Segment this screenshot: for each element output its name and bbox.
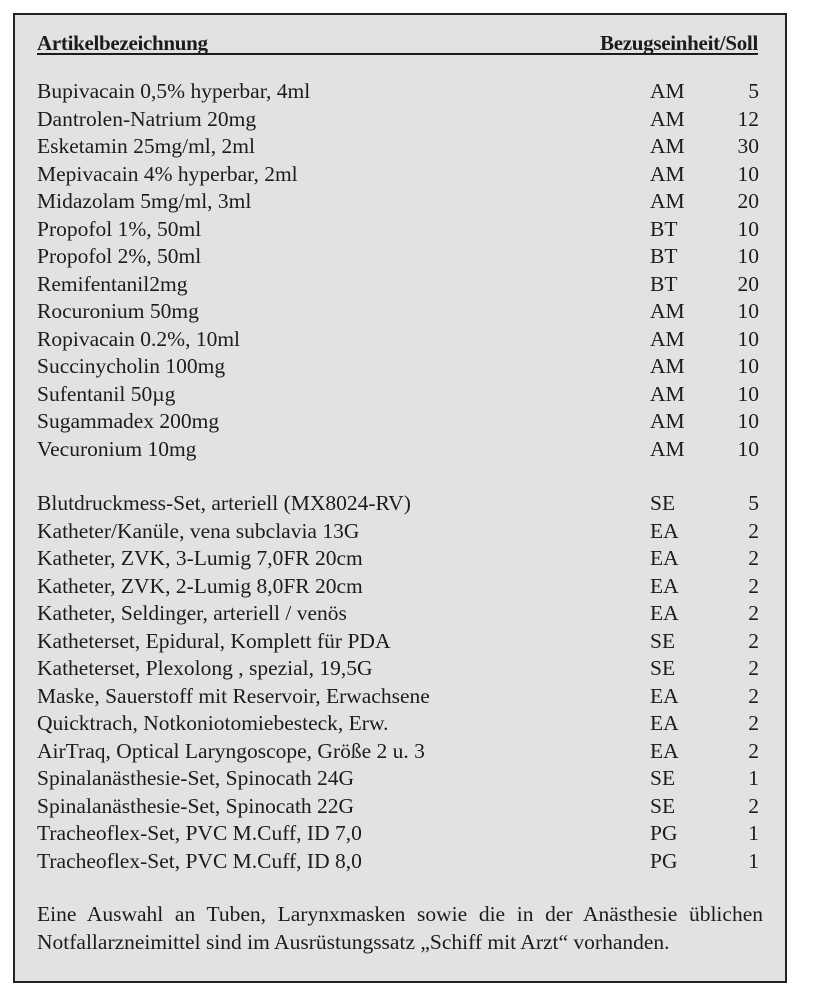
list-item xyxy=(37,765,759,793)
item-name: Katheterset, Epidural, Komplett für PDA xyxy=(37,628,391,653)
item-unit: BT xyxy=(650,216,678,241)
item-name: Katheter/Kanüle, vena subclavia 13G xyxy=(37,518,360,543)
item-name: Katheter, ZVK, 3-Lumig 7,0FR 20cm xyxy=(37,546,363,570)
item-quantity: 1 xyxy=(748,848,759,873)
item-unit: SE xyxy=(650,766,676,790)
list-item xyxy=(37,408,759,436)
item-name: Sufentanil 50µg xyxy=(37,381,176,406)
item-unit: AM xyxy=(650,161,685,186)
item-name: Tracheoflex-Set, PVC M.Cuff, ID 7,0 xyxy=(37,821,362,845)
item-quantity: 2 xyxy=(748,518,759,543)
list-item xyxy=(37,518,759,546)
item-name: Dantrolen-Natrium 20mg xyxy=(37,106,257,131)
item-unit: AM xyxy=(650,106,685,131)
list-item xyxy=(37,655,759,683)
list-item xyxy=(37,600,759,628)
list-item xyxy=(37,381,759,409)
list-item xyxy=(37,353,759,381)
item-quantity: 10 xyxy=(737,381,759,406)
item-quantity: 12 xyxy=(737,106,759,131)
item-name: Bupivacain 0,5% hyperbar, 4ml xyxy=(37,79,311,103)
item-quantity: 30 xyxy=(737,134,759,158)
item-unit: EA xyxy=(650,601,679,625)
list-item xyxy=(37,161,759,189)
item-quantity: 10 xyxy=(737,216,759,241)
item-unit: AM xyxy=(650,79,685,103)
item-quantity: 5 xyxy=(748,79,759,103)
item-unit: AM xyxy=(650,354,685,378)
item-name: Esketamin 25mg/ml, 2ml xyxy=(37,134,255,158)
item-quantity: 2 xyxy=(748,601,759,625)
item-unit: AM xyxy=(650,189,685,213)
equipment-list xyxy=(37,490,759,875)
list-item xyxy=(37,436,759,464)
item-name: Midazolam 5mg/ml, 3ml xyxy=(37,189,252,213)
item-name: Succinycholin 100mg xyxy=(37,354,226,378)
list-item xyxy=(37,271,759,299)
column-header-unit-target: Bezugseinheit/Soll xyxy=(600,31,758,55)
item-name: Tracheoflex-Set, PVC M.Cuff, ID 8,0 xyxy=(37,848,362,873)
item-unit: EA xyxy=(650,546,679,570)
item-name: Katheter, ZVK, 2-Lumig 8,0FR 20cm xyxy=(37,573,363,598)
item-quantity: 2 xyxy=(748,628,759,653)
item-name: Mepivacain 4% hyperbar, 2ml xyxy=(37,161,298,186)
list-item xyxy=(37,243,759,271)
list-item xyxy=(37,628,759,656)
item-quantity: 5 xyxy=(748,491,759,515)
item-unit: SE xyxy=(650,793,676,818)
list-item xyxy=(37,106,759,134)
item-name: Propofol 2%, 50ml xyxy=(37,244,202,268)
item-quantity: 2 xyxy=(748,683,759,708)
list-item xyxy=(37,188,759,216)
list-item xyxy=(37,710,759,738)
item-unit: AM xyxy=(650,381,685,406)
item-name: Spinalanästhesie-Set, Spinocath 24G xyxy=(37,766,355,790)
item-name: Katheter, Seldinger, arteriell / venös xyxy=(37,601,347,625)
list-item xyxy=(37,326,759,354)
item-unit: EA xyxy=(650,738,679,763)
item-unit: EA xyxy=(650,573,679,598)
item-quantity: 2 xyxy=(748,738,759,763)
list-item xyxy=(37,738,759,766)
list-item xyxy=(37,848,759,876)
column-header-article: Artikelbezeichnung xyxy=(37,31,208,55)
item-quantity: 2 xyxy=(748,573,759,598)
item-quantity: 2 xyxy=(748,656,759,680)
item-quantity: 1 xyxy=(748,766,759,790)
item-unit: EA xyxy=(650,518,679,543)
item-quantity: 10 xyxy=(737,326,759,351)
item-name: Rocuronium 50mg xyxy=(37,299,199,323)
item-unit: BT xyxy=(650,271,678,296)
medication-list xyxy=(37,78,759,463)
item-name: Vecuronium 10mg xyxy=(37,436,197,461)
item-name: Propofol 1%, 50ml xyxy=(37,216,202,241)
item-name: AirTraq, Optical Laryngoscope, Größe 2 u. 3 xyxy=(37,738,425,763)
list-item xyxy=(37,490,759,518)
item-name: Sugammadex 200mg xyxy=(37,409,220,433)
item-quantity: 1 xyxy=(748,821,759,845)
item-quantity: 2 xyxy=(748,711,759,735)
list-item xyxy=(37,298,759,326)
item-quantity: 10 xyxy=(737,244,759,268)
list-item xyxy=(37,573,759,601)
item-unit: AM xyxy=(650,436,685,461)
footnote: Eine Auswahl an Tuben, Larynxmasken sowie die in der Anästhesie üblichen Notfallarzneimittel sind im Ausrüstungssatz „Schiff mit Arzt“ vorhanden. xyxy=(37,902,763,954)
list-item xyxy=(37,78,759,106)
item-name: Blutdruckmess-Set, arteriell (MX8024-RV) xyxy=(37,491,411,515)
list-item xyxy=(37,820,759,848)
item-unit: PG xyxy=(650,848,678,873)
item-quantity: 2 xyxy=(748,793,759,818)
item-unit: SE xyxy=(650,656,676,680)
item-name: Spinalanästhesie-Set, Spinocath 22G xyxy=(37,793,355,818)
list-item xyxy=(37,545,759,573)
item-quantity: 20 xyxy=(737,271,759,296)
item-unit: AM xyxy=(650,134,685,158)
item-quantity: 10 xyxy=(737,161,759,186)
item-unit: SE xyxy=(650,491,676,515)
table-header xyxy=(37,25,758,55)
item-unit: SE xyxy=(650,628,676,653)
item-quantity: 10 xyxy=(737,354,759,378)
item-quantity: 10 xyxy=(737,436,759,461)
item-unit: AM xyxy=(650,299,685,323)
item-unit: EA xyxy=(650,711,679,735)
item-name: Katheterset, Plexolong , spezial, 19,5G xyxy=(37,656,373,680)
inventory-box xyxy=(13,13,787,983)
item-quantity: 20 xyxy=(737,189,759,213)
item-unit: PG xyxy=(650,821,678,845)
list-item xyxy=(37,683,759,711)
item-unit: EA xyxy=(650,683,679,708)
item-name: Quicktrach, Notkoniotomiebesteck, Erw. xyxy=(37,711,389,735)
list-item xyxy=(37,793,759,821)
item-quantity: 2 xyxy=(748,546,759,570)
item-unit: AM xyxy=(650,409,685,433)
list-item xyxy=(37,216,759,244)
list-item xyxy=(37,133,759,161)
item-unit: AM xyxy=(650,326,685,351)
item-quantity: 10 xyxy=(737,299,759,323)
item-quantity: 10 xyxy=(737,409,759,433)
item-name: Ropivacain 0.2%, 10ml xyxy=(37,326,241,351)
item-name: Remifentanil2mg xyxy=(37,271,188,296)
item-name: Maske, Sauerstoff mit Reservoir, Erwachsene xyxy=(37,683,430,708)
item-unit: BT xyxy=(650,244,678,268)
